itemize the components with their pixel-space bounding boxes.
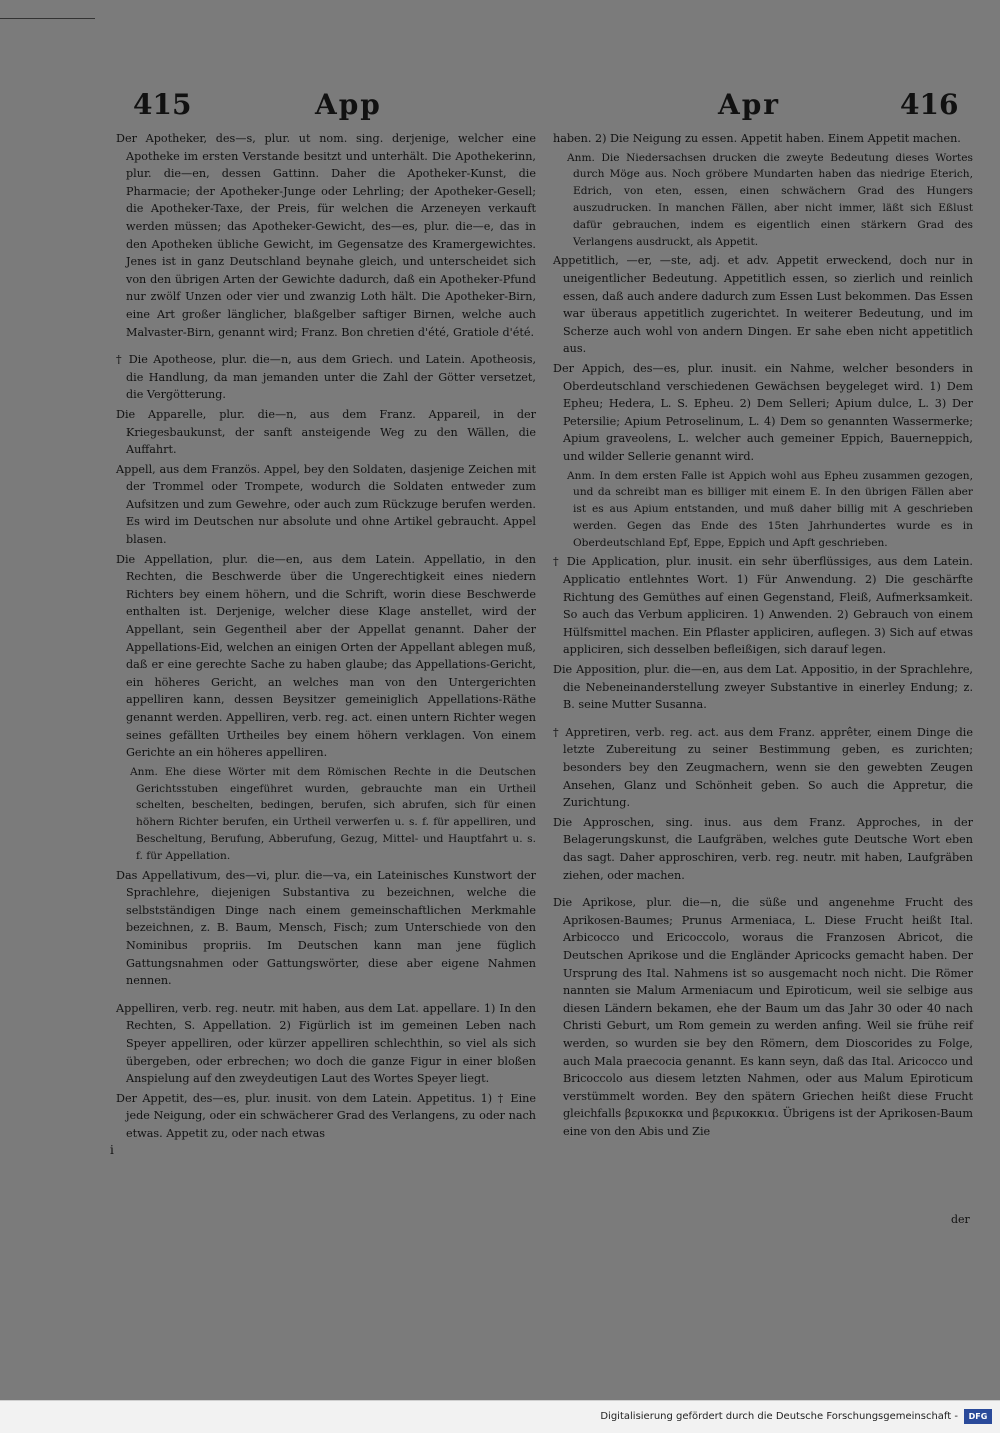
entry-appich: Der Appich, des—es, plur. inusit. ein Nahme, welcher besonders in Oberdeutschland verschiedenen Gewächsen beygeleget wird. 1) Dem Epheu; Hedera, L. S. Epheu. 2) Dem Selleri; Apium dulce, L. 3) Der Petersilie; Apium Petroselinum, L. 4) Dem so genannten Wassermerke; Apium graveolens, L. welcher auch gemeiner Eppich, Bauerneppich, und wilder Sellerie genannt wird. [553, 361, 973, 463]
entry-appetit-note: Anm. Die Niedersachsen drucken die zweyte Bedeutung dieses Wortes durch Möge aus. Noch gröbere Mundarten haben das niedrige Eterich, Edrich, von eten, essen, einen schwächern Grad des Hungers auszudrucken. In manchen Fällen, aber nicht immer, läßt sich Eßlust dafür gebrauchen, indem es eigentlich einen stärkern Grad des Verlangens ausdruckt, als Appetit. [567, 151, 973, 248]
entry-apposition: Die Apposition, plur. die—en, aus dem Lat. Appositio, in der Sprachlehre, die Nebeneinanderstellung zweyer Substantive in einerley Endung; z. B. seine Mutter Susanna. [553, 663, 973, 712]
entry-appell: Appell, aus dem Französ. Appel, bey den Soldaten, dasjenige Zeichen mit der Trommel oder Trompete, wodurch die Soldaten entweder zum Aufsitzen und zum Gewehre, oder auch zum Rückzuge berufen werden. Es wird im Deutschen nur absolute und ohne Artikel gebraucht. Appel blasen. [116, 462, 536, 547]
entry-apparelle: Die Apparelle, plur. die—n, aus dem Franz. Appareil, in der Kriegesbaukunst, der sanft ansteigende Weg zu den Wällen, die Auffahrt. [116, 407, 536, 457]
entry-appellation-note: Anm. Ehe diese Wörter mit dem Römischen Rechte in die Deutschen Gerichtsstuben eingeführet wurden, gebrauchte man ein Urtheil schelten, beschelten, bedingen, berufen, sich abrufen, sich für einen höhern Richter berufen, ein Urtheil verwerfen u. s. f. für appelliren, und Bescheltung, Berufung, Abberufung, Gezug, Mittel- und Hauptfahrt u. s. f. für Appellation. [130, 765, 536, 862]
right-column [553, 130, 973, 1142]
funding-notice: Digitalisierung gefördert durch die Deutsche Forschungsgemeinschaft - [600, 1411, 958, 1422]
catchword: der [951, 1213, 970, 1226]
entry-appich-note: Anm. In dem ersten Falle ist Appich wohl aus Epheu zusammen gezogen, und da schreibt man es billiger mit einem E. In den übrigen Fällen aber ist es aus Apium entstanden, und muß daher billig mit A geschrieben werden. Gegen das Ende des 15ten Jahrhundertes wurde es in Oberdeutschland Epf, Eppe, Eppich und Apft geschrieben. [567, 469, 973, 549]
entry-aprikose: Die Aprikose, plur. die—n, die süße und angenehme Frucht des Aprikosen-Baumes; Prunus Armeniaca, L. Diese Frucht heißt Ital. Arbicocco und Ericoccolo, woraus die Franzosen Abricot, die Deutschen Aprikose und die Engländer Apricocks gemacht haben. Der Ursprung des Ital. Nahmens ist so ausgemacht noch nicht. Die Römer nannten sie Malum Armeniacum und Epiroticum, weil sie selbige aus diesen Ländern bekamen, ehe der Baum um das Jahr 30 oder 40 nach Christi Geburt, um Rom gemein zu werden anfing. Weil sie frühe reif werden, so wurden sie bey den Römern, dem Dioscorides zu Folge, auch Mala praecocia genannt. Es kann seyn, daß das Ital. Aricocco und Bricoccolo aus diesem letzten Nahmen, oder aus Malum Epiroticum verstümmelt worden. Bey den spätern Griechen heißt diese Frucht gleichfalls βερικοκκα und βερικοκκια. Übrigens ist der Aprikosen-Baum eine von den Abis und Zie [553, 896, 973, 1138]
entry-appretiren: † Appretiren, verb. reg. act. aus dem Franz. apprêter, einem Dinge die letzte Zubereitung zu seiner Bestimmung geben, es zurichten; besonders bey den Zeugmachern, wenn sie den gewebten Zeugen Ansehen, Glanz und Schönheit geben. So auch die Appretur, die Zurichtung. [553, 725, 973, 810]
marginal-mark: i [110, 1143, 114, 1157]
entry-appellation: Die Appellation, plur. die—en, aus dem Latein. Appellatio, in den Rechten, die Beschwerde über die Ungerechtigkeit eines niedern Richters bey einem höhern, und die Schrift, worin diese Beschwerde enthalten ist. Derjenige, welcher diese Klage anstellet, wird der Appellant, sein Gegentheil aber der Appellat genannt. Daher der Appellations-Eid, welchen an einigen Orten der Appellant ablegen muß, daß er eine gerechte Sache zu haben glaube; das Appellations-Gericht, ein höheres Gericht, an welches man von den Untergerichten appelliren kann, dessen Beysitzer gemeiniglich Appellations-Räthe genannt werden. Appelliren, verb. reg. act. einen untern Richter wegen seines gefällten Urtheiles bey einem höhern verklagen. Von einem Gerichte an ein höheres appelliren. [116, 552, 536, 760]
entry-appelliren: Appelliren, verb. reg. neutr. mit haben, aus dem Lat. appellare. 1) In den Rechten, S. Appellation. 2) Figürlich ist im gemeinen Leben nach Speyer appelliren, oder kürzer appelliren schlechthin, so viel als sich übergeben, oder erbrechen; wo doch die ganze Figur in einer bloßen Anspielung auf den zweydeutigen Laut des Wortes Speyer liegt. [116, 1001, 536, 1086]
entry-appetitlich: Appetitlich, —er, —ste, adj. et adv. Appetit erweckend, doch nur in uneigentlicher Bedeutung. Appetitlich essen, so zierlich und reinlich essen, daß auch andere dadurch zum Essen Lust bekommen. Das Essen war überaus appetitlich zugerichtet. In weiterer Bedeutung, und im Scherze auch wohl von andern Dingen. Er sahe eben nicht appetitlich aus. [553, 254, 973, 356]
running-headword-right: Apr [718, 88, 781, 121]
entry-apotheose: † Die Apotheose, plur. die—n, aus dem Griech. und Latein. Apotheosis, die Handlung, da man jemanden unter die Zahl der Götter versetzet, die Vergötterung. [116, 353, 536, 402]
entry-appetit: Der Appetit, des—es, plur. inusit. von dem Latein. Appetitus. 1) † Eine jede Neigung, oder ein schwächerer Grad des Verlangens, zu oder nach etwas. Appetit zu, oder nach etwas [116, 1091, 536, 1140]
page-number-left: 415 [133, 88, 192, 121]
page-number-right: 416 [900, 88, 959, 121]
top-rule [0, 18, 95, 19]
running-headword-left: App [315, 88, 382, 121]
footer-bar [0, 1400, 1000, 1433]
left-column [116, 130, 536, 1144]
entry-apotheker: Der Apotheker, des—s, plur. ut nom. sing. derjenige, welcher eine Apotheke im ersten Verstande besitzt und unterhält. Die Apothekerinn, plur. die—en, dessen Gattinn. Daher die Apotheker-Kunst, die Pharmacie; der Apotheker-Junge oder Lehrling; der Apotheker-Gesell; die Apotheker-Taxe, der Preis, für welchen die Arzeneyen verkauft werden müssen; das Apotheker-Gewicht, des—es, plur. die—e, das in den Apotheken übliche Gewicht, im Gegensatze des Kramergewichtes. Jenes ist in ganz Deutschland beynahe gleich, und unterscheidet sich von den übrigen Arten der Gewichte dadurch, daß ein Apotheker-Pfund nur zwölf Unzen oder vier und zwanzig Loth hält. Die Apotheker-Birn, eine Art großer länglicher, blaßgelber saftiger Birnen, welche auch Malvaster-Birn, genannt wird; Franz. Bon chretien d'été, Gratiole d'été. [116, 132, 536, 339]
dfg-logo[interactable]: DFG [964, 1409, 992, 1424]
entry-approschen: Die Approschen, sing. inus. aus dem Franz. Approches, in der Belagerungskunst, die Laufgräben, welches gute Deutsche Wort eben das sagt. Daher approschiren, verb. reg. neutr. mit haben, Laufgräben ziehen, oder machen. [553, 815, 973, 882]
entry-appetit-cont: haben. 2) Die Neigung zu essen. Appetit haben. Einem Appetit machen. [553, 132, 961, 145]
entry-appellativum: Das Appellativum, des—vi, plur. die—va, ein Lateinisches Kunstwort der Sprachlehre, diejenigen Substantiva zu bezeichnen, welche die selbstständigen Dinge nach einem gemeinschaftlichen Merkmahle bezeichnen, z. B. Baum, Mensch, Fisch; zum Unterschiede von den Nominibus propriis. Im Deutschen kann man jene füglich Gattungsnahmen oder Gattungswörter, diese aber eigene Nahmen nennen. [116, 868, 536, 988]
entry-application: † Die Application, plur. inusit. ein sehr überflüssiges, aus dem Latein. Applicatio entlehntes Wort. 1) Für Anwendung. 2) Die geschärfte Richtung des Gemüthes auf einen Gegenstand, Fleiß, Aufmerksamkeit. So auch das Verbum appliciren. 1) Anwenden. 2) Gebrauch von einem Hülfsmittel machen. Ein Pflaster appliciren, auflegen. 3) Sich auf etwas appliciren, sich desselben befleißigen, sich darauf legen. [553, 555, 973, 657]
